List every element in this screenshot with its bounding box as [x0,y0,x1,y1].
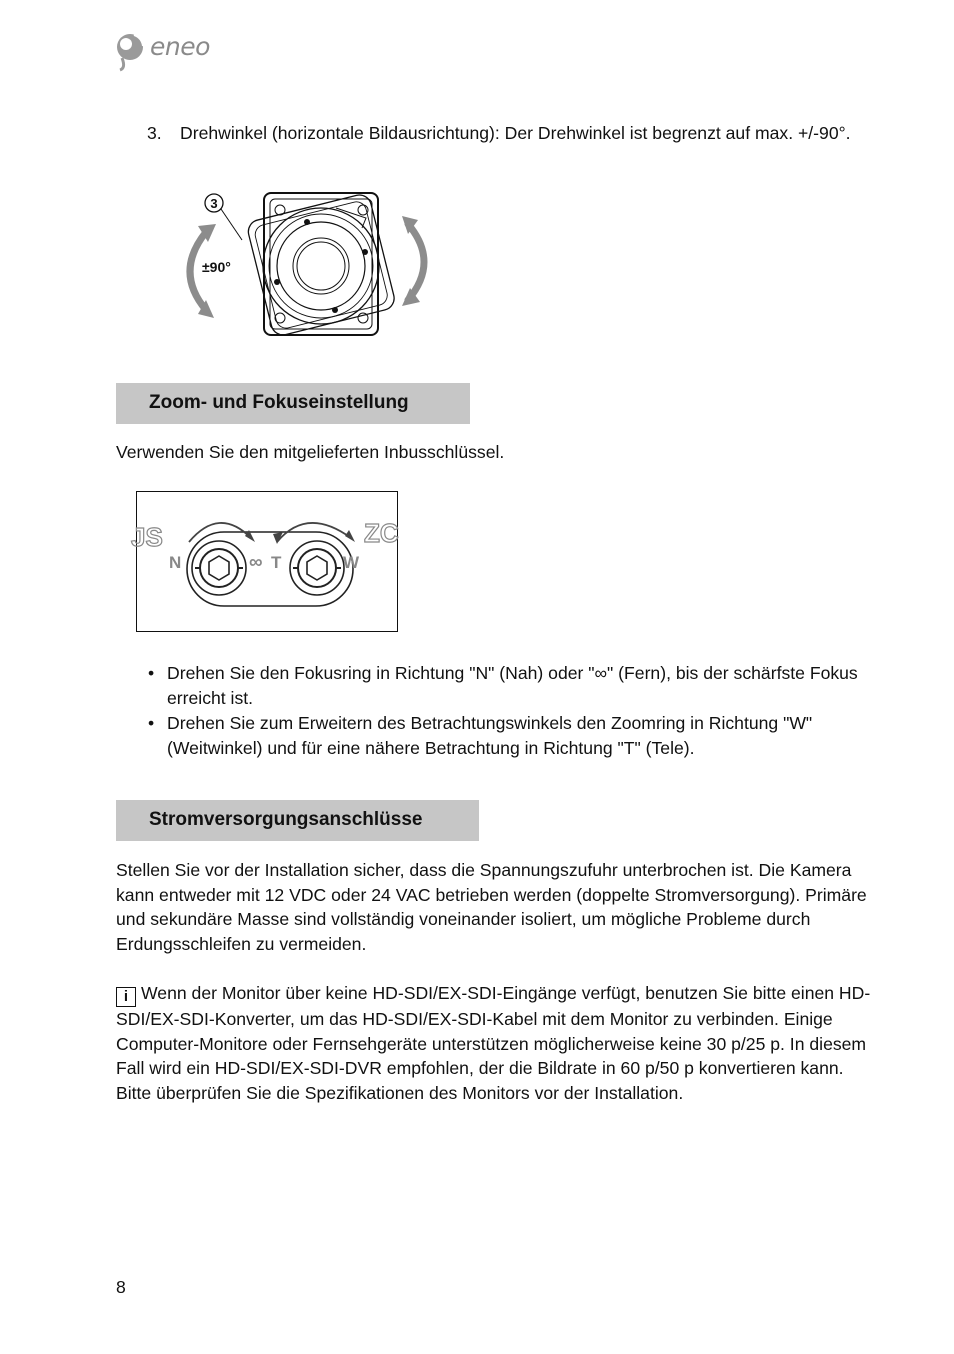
section-heading-power: Stromversorgungsanschlüsse [116,800,479,841]
bullet-text: Drehen Sie zum Erweitern des Betrachtungswinkels den Zoomring in Richtung "W" (Weitwinkel) und für eine nähere Betrachtung in Richtung "T" (Tele). [167,713,813,758]
info-note [116,981,880,1105]
focus-label-fragment: JS [131,522,163,552]
brand-logo [112,30,222,72]
step-text: Drehwinkel (horizontale Bildausrichtung): Der Drehwinkel ist begrenzt auf max. +/-90°. [180,123,851,143]
callout-number: 3 [210,196,218,211]
label-near: N [169,553,182,572]
rotation-figure [176,188,438,338]
step-number: 3. [147,123,162,143]
page-number: 8 [116,1277,126,1297]
label-wide: W [343,553,360,572]
zoom-screw-icon [290,541,344,595]
info-note-text: Wenn der Monitor über keine HD-SDI/EX-SDI-Eingänge verfügt, benutzen Sie bitte einen HD-SDI/EX-SDI-Konverter, um das HD-SDI/EX-SDI-Kabel mit dem Monitor zu verbinden. Einige Computer-Monitore oder Fernsehgeräte unterstützen möglicherweise keine 30 p/25 p. In diesem Fall wird ein HD-SDI/EX-SDI-DVR empfohlen, der die Bildrate in 60 p/50 p konvertieren kann. Bitte überprüfen Sie die Spezifikationen des Monitors vor der Installation. [116,983,871,1103]
lens-adjustment-figure [131,491,399,632]
label-tele: T [271,553,282,572]
angle-label: ±90° [202,259,231,275]
logo-wordmark: eneo [150,32,210,61]
bullet-glyph: • [148,713,155,733]
zoom-label-fragment: ZC [364,518,399,548]
info-icon: i [116,987,136,1007]
focus-screw-icon [192,541,246,595]
label-infinity: ∞ [249,552,263,573]
focus-zoom-diagram [131,492,399,633]
eneo-logo-icon [112,30,152,72]
section-heading-zoom: Zoom- und Fokuseinstellung [116,383,470,424]
bullet-text: Drehen Sie den Fokusring in Richtung "N" (Nah) oder "∞" (Fern), bis der schärfste Fokus erreicht ist. [167,663,858,708]
power-paragraph: Stellen Sie vor der Installation sicher, dass die Spannungszufuhr unterbrochen ist. Die Kamera kann entweder mit 12 VDC oder 24 VAC betrieben werden (doppelte Stromversorgung). Primäre und sekundäre Masse sind vollständig voneinander isoliert, um mögliche Probleme durch Erdungsschleifen zu vermeiden. [116,860,867,954]
bullet-glyph: • [148,663,155,683]
camera-rotation-diagram [176,188,438,338]
zoom-intro-text: Verwenden Sie den mitgelieferten Inbusschlüssel. [116,442,505,462]
